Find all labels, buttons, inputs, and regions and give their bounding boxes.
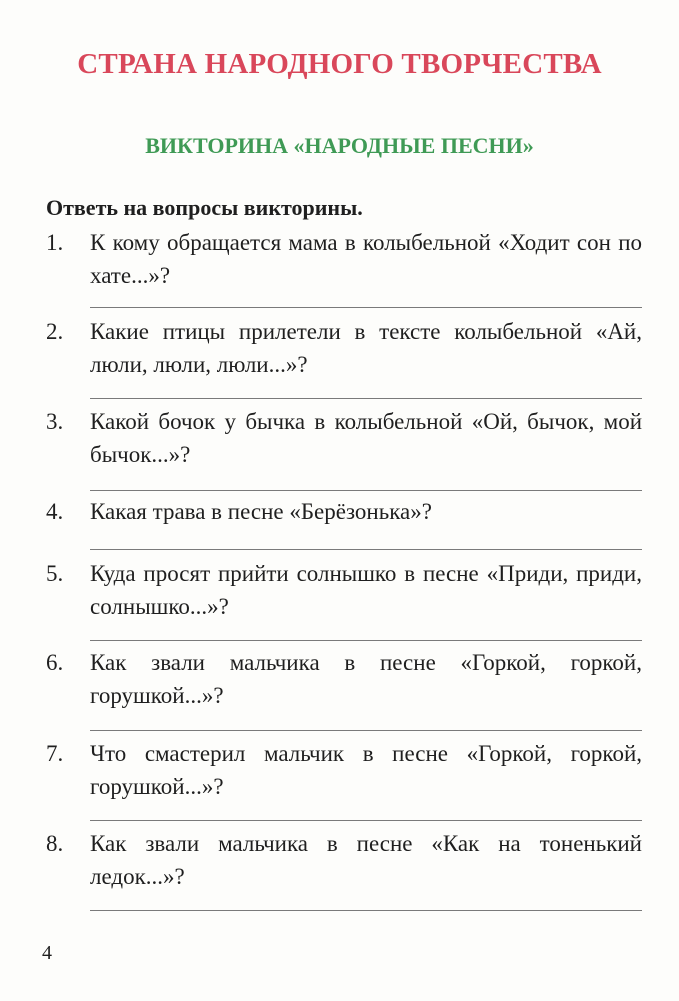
question-5 [46,557,642,623]
question-number: 4. [46,499,64,524]
instruction: Ответь на вопросы викторины. [46,195,363,220]
answer-line-6[interactable] [90,730,642,731]
question-number: 5. [46,561,64,586]
question-text: Какие птицы прилетели в тексте колыбельной «Ай, люли, люли, люли...»? [90,319,642,377]
question-number: 3. [46,409,64,434]
question-text: Куда просят прийти солнышко в песне «Приди, приди, солнышко...»? [90,561,642,619]
answer-line-1[interactable] [90,307,642,308]
question-number: 2. [46,319,64,344]
answer-line-4[interactable] [90,549,642,550]
question-text: Как звали мальчика в песне «Горкой, горкой, горушкой...»? [90,650,642,708]
question-4 [46,495,642,528]
question-6 [46,646,642,712]
answer-line-2[interactable] [90,398,642,399]
answer-line-7[interactable] [90,820,642,821]
question-number: 6. [46,650,64,675]
question-text: Что смастерил мальчик в песне «Горкой, горкой, горушкой...»? [90,741,642,799]
quiz-title: ВИКТОРИНА «НАРОДНЫЕ ПЕСНИ» [145,133,534,158]
question-number: 7. [46,741,64,766]
question-text: К кому обращается мама в колыбельной «Ходит сон по хате...»? [90,230,642,288]
answer-line-3[interactable] [90,490,642,491]
page-title: СТРАНА НАРОДНОГО ТВОРЧЕСТВА [77,48,602,80]
question-text: Какая трава в песне «Берёзонька»? [90,499,432,524]
page-number: 4 [42,942,52,964]
question-text: Какой бочок у бычка в колыбельной «Ой, бычок, мой бычок...»? [90,409,642,467]
question-number: 8. [46,831,64,856]
question-number: 1. [46,230,64,255]
question-1 [46,226,642,292]
answer-line-5[interactable] [90,640,642,641]
question-8 [46,827,642,893]
answer-line-8[interactable] [90,910,642,911]
question-text: Как звали мальчика в песне «Как на тоненький ледок...»? [90,831,642,889]
question-3 [46,405,642,471]
question-2 [46,315,642,381]
question-7 [46,737,642,803]
